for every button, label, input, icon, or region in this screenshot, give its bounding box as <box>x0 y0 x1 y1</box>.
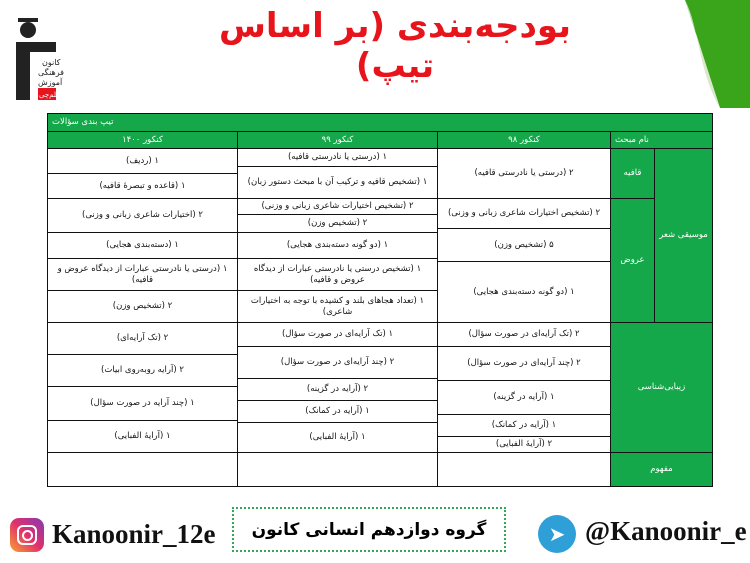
cell-99: ۱ (تشخیص قافیه و ترکیب آن با مبحث دستور زبان) <box>237 166 438 199</box>
cell-1400: ۱ (قاعده و تبصرهٔ قافیه) <box>47 173 238 199</box>
topic-aruz: عروض <box>610 198 655 323</box>
cell-99: ۱ (درستی یا نادرستی قافیه) <box>237 148 438 167</box>
topic-qafie: قافیه <box>610 148 655 199</box>
table-title: تیپ بندی سؤالات <box>47 113 713 132</box>
topic-music: موسیقی شعر <box>654 148 713 323</box>
topic-aesthetics: زیبایی‌شناسی <box>610 322 713 453</box>
cell-98: ۲ (درستی یا نادرستی قافیه) <box>437 148 611 199</box>
cell-99: ۱ (تعداد هجاهای بلند و کشیده با توجه به اختیارات شاعری) <box>237 290 438 323</box>
svg-text:کانون: کانون <box>42 58 61 67</box>
cell-1400: ۱ (درستی یا نادرستی عبارات از دیدگاه عروض و قافیه) <box>47 258 238 291</box>
cell-1400: ۲ (اختیارات شاعری زبانی و وزنی) <box>47 198 238 233</box>
cell-1400: ۲ (تک آرایه‌ای) <box>47 322 238 355</box>
header-konkur-98: کنکور ۹۸ <box>437 131 611 149</box>
cell-99: ۲ (تشخیص وزن) <box>237 214 438 233</box>
cell-99: ۲ (چند آرایه‌ای در صورت سؤال) <box>237 346 438 379</box>
page-title: بودجه‌بندی (بر اساس تیپ) <box>218 6 571 86</box>
header-konkur-1400: کنکور ۱۴۰۰ <box>47 131 238 149</box>
cell-1400: ۱ (دسته‌بندی هجایی) <box>47 232 238 259</box>
telegram-icon[interactable]: ➤ <box>538 515 576 553</box>
cell-99: ۲ (تشخیص اختیارات شاعری زبانی و وزنی) <box>237 198 438 215</box>
header-konkur-99: کنکور ۹۹ <box>237 131 438 149</box>
instagram-handle[interactable]: Kanoonir_12e <box>52 519 216 549</box>
cell-98: ۱ (آرایه در گزینه) <box>437 380 611 415</box>
cell-1400: ۱ (ردیف) <box>47 148 238 174</box>
instagram-icon[interactable] <box>10 518 44 552</box>
cell-98: ۲ (تشخیص اختیارات شاعری زبانی و وزنی) <box>437 198 611 229</box>
telegram-handle[interactable]: @Kanoonir_e <box>585 516 747 546</box>
topic-meaning: مفهوم <box>610 452 713 487</box>
cell-1400: ۱ (چند آرایه در صورت سؤال) <box>47 386 238 421</box>
cell-1400: ۱ (آرایهٔ الفبایی) <box>47 420 238 453</box>
cell-98: ۲ (تک آرایه‌ای در صورت سؤال) <box>437 322 611 347</box>
cell-99: ۲ (آرایه در گزینه) <box>237 378 438 401</box>
cell-98: ۵ (تشخیص وزن) <box>437 228 611 262</box>
cell-1400: ۲ (تشخیص وزن) <box>47 290 238 323</box>
cell-98: ۱ (آرایه در کمانک) <box>437 414 611 437</box>
group-banner: گروه دوازدهم انسانی کانون <box>232 507 506 552</box>
cell-99: ۱ (تک آرایه‌ای در صورت سؤال) <box>237 322 438 347</box>
cell-98: ۲ (آرایهٔ الفبایی) <box>437 436 611 453</box>
cell-99: ۱ (آرایه در کمانک) <box>237 400 438 423</box>
svg-text:فرهنگی: فرهنگی <box>38 68 64 77</box>
page-curl-decoration <box>640 0 750 108</box>
svg-text:آموزش: آموزش <box>38 78 63 87</box>
cell-99: ۱ (دو گونه دسته‌بندی هجایی) <box>237 232 438 259</box>
cell-98-empty <box>437 452 611 487</box>
kanoon-logo <box>8 12 70 102</box>
header-topic: نام مبحث <box>610 131 713 149</box>
cell-98: ۱ (دو گونه دسته‌بندی هجایی) <box>437 261 611 323</box>
svg-text:قلم‌چی: قلم‌چی <box>39 91 60 99</box>
cell-99-empty <box>237 452 438 487</box>
cell-1400-empty <box>47 452 238 487</box>
cell-99: ۱ (آرایهٔ الفبایی) <box>237 422 438 453</box>
cell-99: ۱ (تشخیص درستی یا نادرستی عبارات از دیدگاه عروض و قافیه) <box>237 258 438 291</box>
cell-98: ۲ (چند آرایه‌ای در صورت سؤال) <box>437 346 611 381</box>
cell-1400: ۲ (آرایه روبه‌روی ابیات) <box>47 354 238 387</box>
